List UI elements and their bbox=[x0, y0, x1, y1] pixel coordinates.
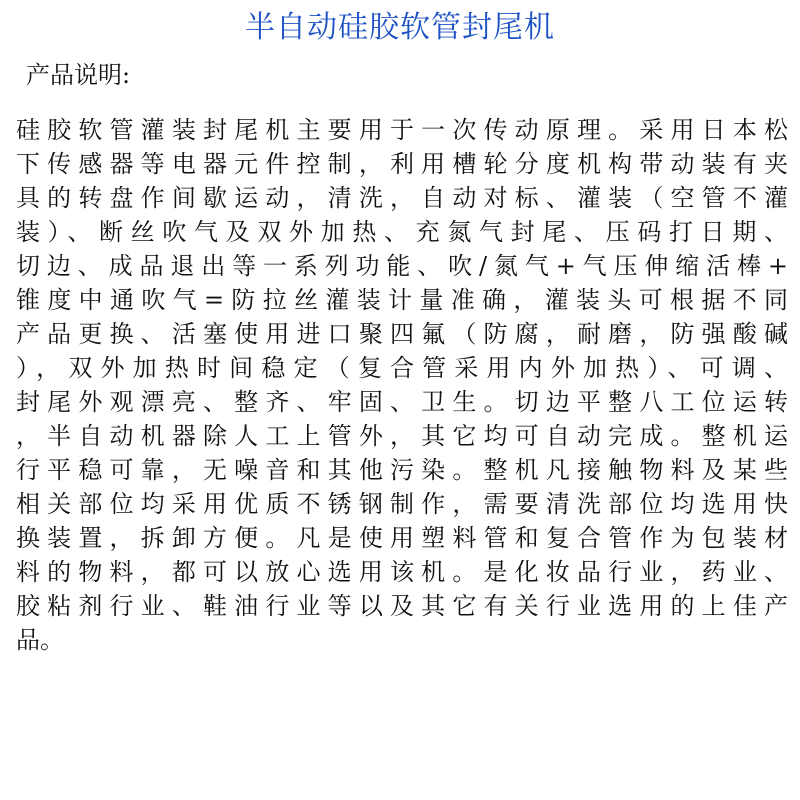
description-line: 料的物料，都可以放心选用该机。是化妆品行业，药业、 bbox=[16, 558, 788, 586]
description-line: 切边、成品退出等一系列功能、吹/氮气+气压伸缩活棒+ bbox=[16, 252, 788, 280]
description-line: 胶粘剂行业、鞋油行业等以及其它有关行业选用的上佳产 bbox=[16, 592, 788, 620]
description-line: 封尾外观漂亮、整齐、牢固、卫生。切边平整八工位运转 bbox=[16, 388, 788, 416]
description-line: ），双外加热时间稳定（复合管采用内外加热）、可调、 bbox=[16, 354, 788, 382]
description-line: 品。 bbox=[16, 626, 64, 654]
description-line: 装）、断丝吹气及双外加热、充氮气封尾、压码打日期、 bbox=[16, 218, 788, 246]
description-line: 硅胶软管灌装封尾机主要用于一次传动原理。采用日本松 bbox=[16, 116, 788, 144]
page-title: 半自动硅胶软管封尾机 bbox=[245, 10, 555, 45]
description-line: 产品更换、活塞使用进口聚四氟（防腐，耐磨，防强酸碱 bbox=[16, 320, 788, 348]
description-line: 锥度中通吹气=防拉丝灌装计量准确，灌装头可根据不同 bbox=[16, 286, 788, 314]
description-line: ，半自动机器除人工上管外，其它均可自动完成。整机运 bbox=[16, 422, 788, 450]
description-body bbox=[16, 113, 788, 657]
section-heading: 产品说明: bbox=[26, 61, 131, 89]
description-line: 下传感器等电器元件控制，利用槽轮分度机构带动装有夹 bbox=[16, 150, 788, 178]
description-line: 行平稳可靠，无噪音和其他污染。整机凡接触物料及某些 bbox=[16, 456, 788, 484]
description-line: 相关部位均采用优质不锈钢制作，需要清洗部位均选用快 bbox=[16, 490, 788, 518]
description-line: 具的转盘作间歇运动，清洗，自动对标、灌装（空管不灌 bbox=[16, 184, 788, 212]
description-line: 换装置，拆卸方便。凡是使用塑料管和复合管作为包装材 bbox=[16, 524, 788, 552]
